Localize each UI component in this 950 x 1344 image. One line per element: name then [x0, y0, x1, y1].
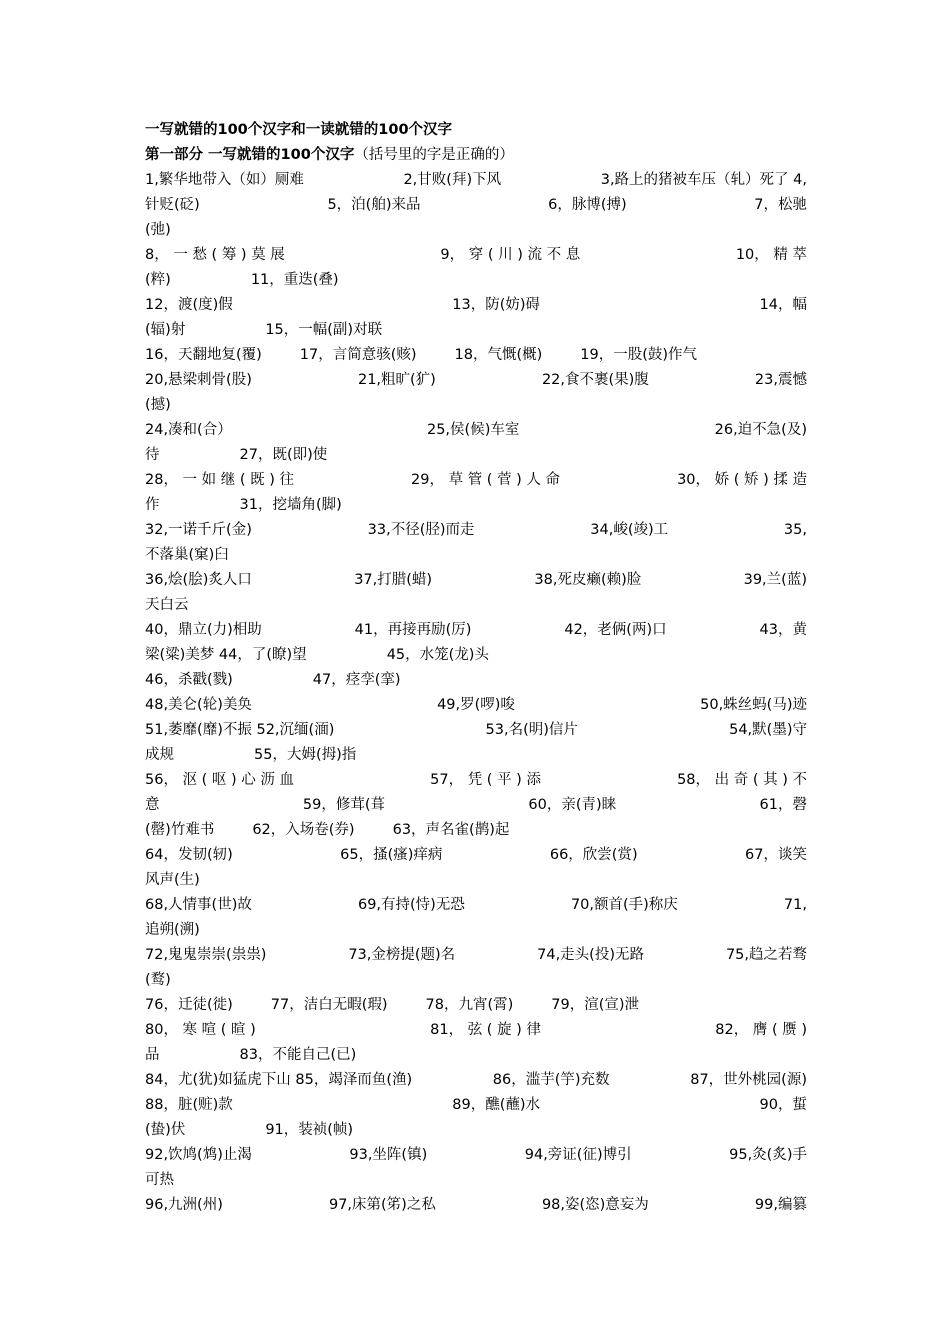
list-entry: 83，不能自己(已) — [239, 1047, 357, 1063]
list-entry: 25,侯(候)车室 — [426, 422, 520, 438]
list-entry: (鹜) — [145, 972, 171, 988]
list-entry: 74,走头(投)无路 — [537, 947, 644, 963]
list-entry: 91，装祯(帧) — [265, 1122, 354, 1138]
list-entry: 19，一股(鼓)作气 — [580, 347, 698, 363]
text-line — [145, 593, 807, 618]
list-entry: 88，脏(赃)款 — [145, 1097, 233, 1113]
list-entry: 80， 寒 喧 ( 暄 ) — [145, 1022, 256, 1038]
list-entry: 31，挖墙角(脚) — [239, 497, 342, 513]
text-line — [145, 893, 807, 918]
text-line — [145, 918, 807, 943]
list-entry: 针贬(砭) — [145, 197, 200, 213]
list-entry: 27，既(即)使 — [239, 447, 328, 463]
text-line — [145, 393, 807, 418]
text-line — [145, 368, 807, 393]
text-line — [145, 193, 807, 218]
list-entry: 34,峻(竣)工 — [590, 522, 669, 538]
list-entry: 87，世外桃园(源) — [690, 1072, 807, 1088]
list-entry: 50,蛛丝蚂(马)迹 — [700, 697, 807, 713]
list-entry: 97,床第(笫)之私 — [328, 1197, 436, 1213]
list-entry: 82， 膺 ( 赝 ) — [715, 1022, 807, 1038]
text-line — [145, 943, 807, 968]
text-line — [145, 1043, 807, 1068]
list-entry: 92,饮鸠(鸩)止渴 — [145, 1147, 252, 1163]
list-entry: 70,额首(手)称庆 — [570, 897, 678, 913]
text-line — [145, 968, 807, 993]
section-heading-bold: 第一部分 一写就错的100个汉字 — [145, 147, 355, 163]
text-line — [145, 1118, 807, 1143]
list-entry: 95,灸(炙)手 — [729, 1147, 807, 1163]
list-entry: 14，幅 — [759, 297, 807, 313]
list-entry: 46，杀戳(戮) — [145, 672, 233, 688]
list-entry: 86，滥芋(竽)充数 — [492, 1072, 610, 1088]
list-entry: 天白云 — [145, 597, 189, 613]
list-entry: 94,旁证(征)博引 — [524, 1147, 632, 1163]
list-entry: 成规 — [145, 747, 174, 763]
text-line — [145, 768, 807, 793]
list-entry: 93,坐阵(镇) — [349, 1147, 428, 1163]
text-line — [145, 543, 807, 568]
text-line — [145, 693, 807, 718]
text-line — [145, 668, 807, 693]
list-entry: 32,一诺千斤(金) — [145, 522, 252, 538]
list-entry: 41，再接再励(厉) — [354, 622, 472, 638]
text-line — [145, 168, 807, 193]
text-line — [145, 818, 807, 843]
list-entry: 16，天翻地复(覆) — [145, 347, 262, 363]
text-line — [145, 993, 807, 1018]
list-entry: 11，重迭(叠) — [250, 272, 339, 288]
list-entry: 追朔(溯) — [145, 922, 200, 938]
list-entry: 61，磬 — [759, 797, 807, 813]
list-entry: 43，黄 — [759, 622, 807, 638]
list-entry: (撼) — [145, 397, 171, 413]
list-entry: (辐)射 — [145, 322, 186, 338]
list-entry: 26,迫不急(及) — [714, 422, 807, 438]
list-entry: 33,不径(胫)而走 — [367, 522, 475, 538]
text-line — [145, 743, 807, 768]
list-entry: 57， 凭 ( 平 ) 添 — [430, 772, 541, 788]
text-line — [145, 268, 807, 293]
list-entry: (蛰)伏 — [145, 1122, 186, 1138]
list-entry: 梁(粱)美梦 44，了(瞭)望 — [145, 647, 307, 663]
list-entry: 38,死皮癞(赖)脸 — [534, 572, 642, 588]
list-entry: 30， 娇 ( 矫 ) 揉 造 — [677, 472, 807, 488]
list-entry: (弛) — [145, 222, 171, 238]
list-entry: 71, — [783, 897, 807, 913]
list-entry: 76，迁徒(徙) — [145, 997, 233, 1013]
list-entry: 2,甘败(拜)下风 — [403, 172, 502, 188]
list-entry: 待 — [145, 447, 160, 463]
list-entry: 56， 沤 ( 呕 ) 心 沥 血 — [145, 772, 295, 788]
list-entry: 54,默(墨)守 — [729, 722, 807, 738]
text-line — [145, 718, 807, 743]
list-entry: 不落巢(窠)臼 — [145, 547, 229, 563]
list-entry: 作 — [145, 497, 160, 513]
list-entry: 10， 精 萃 — [735, 247, 807, 263]
list-entry: 45，水笼(龙)头 — [386, 647, 489, 663]
list-entry: 79，渲(宣)泄 — [551, 997, 640, 1013]
list-entry: 13，防(妨)碍 — [452, 297, 541, 313]
list-entry: 风声(生) — [145, 872, 200, 888]
text-line — [145, 868, 807, 893]
list-entry: 77，洁白无暇(瑕) — [270, 997, 388, 1013]
text-line — [145, 468, 807, 493]
list-entry: 42，老俩(两)口 — [564, 622, 667, 638]
list-entry: 55，大姆(拇)指 — [254, 747, 357, 763]
text-line — [145, 843, 807, 868]
text-line — [145, 293, 807, 318]
text-line — [145, 643, 807, 668]
list-entry: 98,姿(恣)意妄为 — [541, 1197, 649, 1213]
list-entry: 36,烩(脍)炙人口 — [145, 572, 252, 588]
text-line — [145, 1168, 807, 1193]
section-heading — [145, 143, 807, 168]
list-entry: 17，言简意骇(赅) — [299, 347, 417, 363]
list-entry: 1,繁华地带入（如）厕难 — [145, 172, 304, 188]
list-entry: 29， 草 管 ( 菅 ) 人 命 — [411, 472, 561, 488]
text-line — [145, 343, 807, 368]
list-entry: 24,凑和(合） — [145, 422, 232, 438]
list-entry: 22,食不裹(果)腹 — [541, 372, 649, 388]
list-entry: 品 — [145, 1047, 160, 1063]
text-line — [145, 493, 807, 518]
text-line — [145, 1143, 807, 1168]
list-entry: 8， 一 愁 ( 筹 ) 莫 展 — [145, 247, 285, 263]
list-entry: 18，气慨(概) — [454, 347, 543, 363]
text-line — [145, 568, 807, 593]
list-entry: 可热 — [145, 1172, 174, 1188]
list-entry: 39,兰(蓝) — [743, 572, 807, 588]
list-entry: 90，蜇 — [759, 1097, 807, 1113]
list-entry: 37,打腊(蜡) — [354, 572, 433, 588]
list-entry: 23,震憾 — [754, 372, 807, 388]
list-entry: 40，鼎立(力)相助 — [145, 622, 262, 638]
list-entry: 72,鬼鬼崇崇(祟祟) — [145, 947, 267, 963]
list-entry: 21,粗旷(犷) — [357, 372, 436, 388]
text-line — [145, 793, 807, 818]
list-entry: 89，醮(蘸)水 — [452, 1097, 541, 1113]
list-entry: 75,趋之若骛 — [725, 947, 807, 963]
list-entry: 65，搔(瘙)痒病 — [340, 847, 443, 863]
list-entry: 35, — [783, 522, 807, 538]
list-entry: 84，尤(犹)如猛虎下山 85，竭泽而鱼(渔) — [145, 1072, 413, 1088]
list-entry: (粹) — [145, 272, 171, 288]
list-entry: 58， 出 奇 ( 其 ) 不 — [677, 772, 807, 788]
list-entry: 99,编篡 — [754, 1197, 807, 1213]
document-page — [145, 118, 807, 1218]
text-line — [145, 1018, 807, 1043]
document-title: 一写就错的100个汉字和一读就错的100个汉字 — [145, 122, 453, 138]
list-entry: 意 — [145, 797, 160, 813]
text-line — [145, 518, 807, 543]
text-line — [145, 618, 807, 643]
list-entry: 6，脉博(搏) — [548, 197, 627, 213]
text-line — [145, 443, 807, 468]
list-entry: 28， 一 如 继 ( 既 ) 往 — [145, 472, 295, 488]
list-entry: 78，九宵(霄) — [425, 997, 514, 1013]
word-list — [145, 168, 807, 1218]
list-entry: 7，松驰 — [754, 197, 807, 213]
list-entry: 81， 弦 ( 旋 ) 律 — [430, 1022, 541, 1038]
list-entry: 5，泊(舶)来品 — [327, 197, 421, 213]
list-entry: 15，一幅(副)对联 — [265, 322, 383, 338]
list-entry: 47，痉孪(挛) — [312, 672, 401, 688]
list-entry: 67，谈笑 — [745, 847, 807, 863]
list-entry: 48,美仑(轮)美奂 — [145, 697, 252, 713]
list-entry: 62，入场卷(券) — [252, 822, 355, 838]
list-entry: 12，渡(度)假 — [145, 297, 233, 313]
list-entry: 68,人情事(世)故 — [145, 897, 252, 913]
section-heading-note: （括号里的字是正确的） — [354, 147, 514, 163]
text-line — [145, 318, 807, 343]
list-entry: 9， 穿 ( 川 ) 流 不 息 — [440, 247, 581, 263]
list-entry: 66，欣尝(赏) — [549, 847, 638, 863]
text-line — [145, 418, 807, 443]
list-entry: 64，发韧(轫) — [145, 847, 233, 863]
list-entry: 59，修茸(葺 — [302, 797, 385, 813]
list-entry: 69,有持(恃)无恐 — [357, 897, 465, 913]
list-entry: 53,名(明)信片 — [485, 722, 578, 738]
list-entry: 49,罗(啰)唆 — [437, 697, 515, 713]
list-entry: (罄)竹难书 — [145, 822, 215, 838]
list-entry: 96,九洲(州) — [145, 1197, 223, 1213]
list-entry: 51,萎靡(靡)不振 52,沉缅(湎) — [145, 722, 335, 738]
text-line — [145, 1093, 807, 1118]
text-line — [145, 243, 807, 268]
list-entry: 60，亲(青)睐 — [528, 797, 617, 813]
list-entry: 73,金榜提(题)名 — [348, 947, 456, 963]
text-line — [145, 1068, 807, 1093]
list-entry: 3,路上的猪被车压（轧）死了 4, — [600, 172, 807, 188]
text-line — [145, 218, 807, 243]
text-line — [145, 1193, 807, 1218]
list-entry: 63，声名雀(鹊)起 — [392, 822, 510, 838]
list-entry: 20,悬梁刺骨(股) — [145, 372, 252, 388]
